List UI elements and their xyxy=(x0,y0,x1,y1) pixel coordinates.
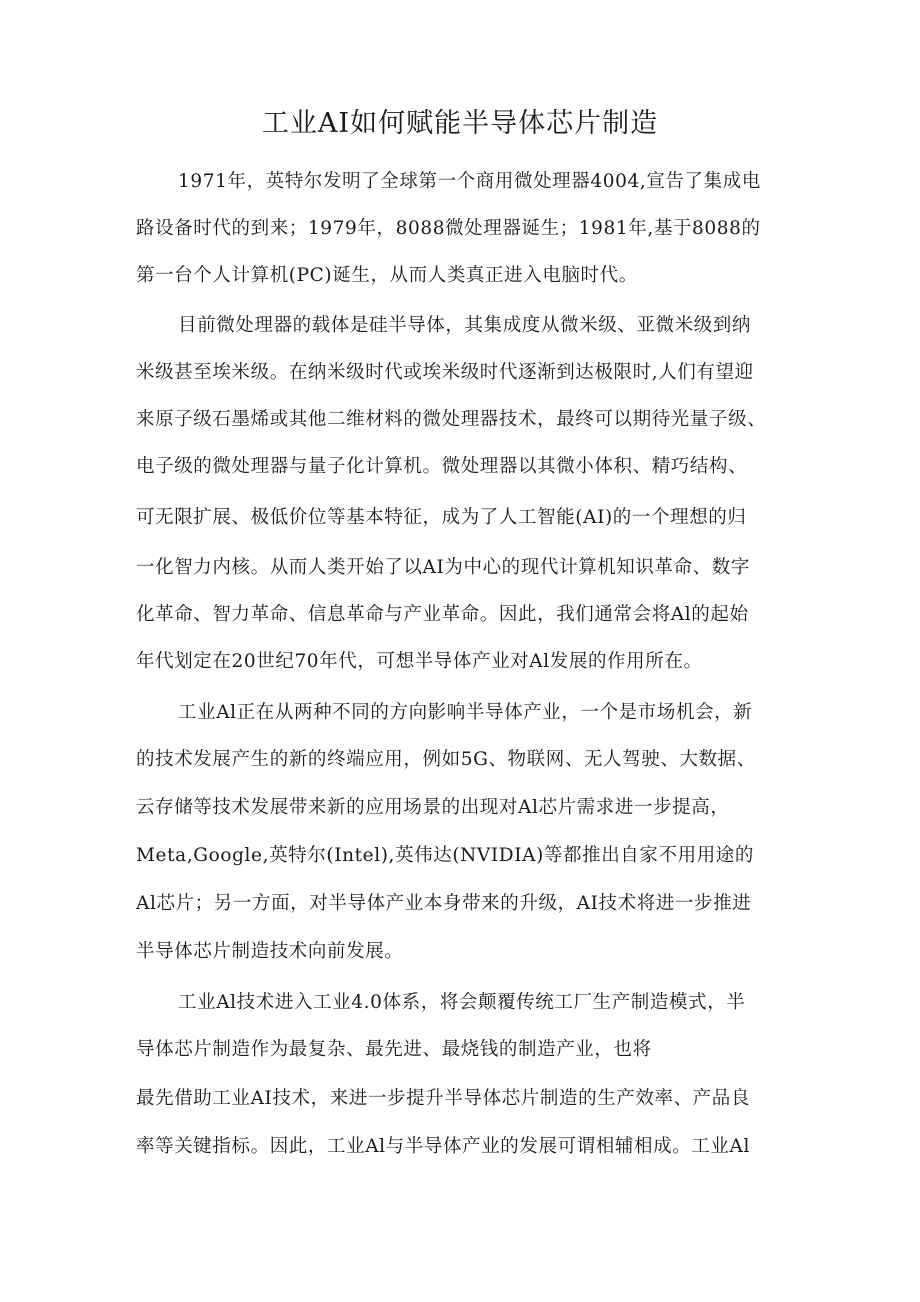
text-line: 第一台个人计算机(PC)诞生，从而人类真正进入电脑时代。 xyxy=(136,265,638,286)
text-line: 可无限扩展、极低价位等基本特征，成为了人工智能(AI)的一个理想的归 xyxy=(136,507,747,528)
text-line: 米级甚至埃米级。在纳米级时代或埃米级时代逐渐到达极限时,人们有望迎 xyxy=(136,362,754,383)
text-line: 工业Al正在从两种不同的方向影响半导体产业，一个是市场机会，新 xyxy=(178,702,753,723)
text-line: 电子级的微处理器与量子化计算机。微处理器以其微小体积、精巧结构、 xyxy=(136,456,748,477)
text-line: 半导体芯片制造技术向前发展。 xyxy=(136,941,404,962)
text-line: 导体芯片制造作为最复杂、最先进、最烧钱的制造产业，也将 xyxy=(136,1039,652,1060)
text-line: 率等关键指标。因此，工业Al与半导体产业的发展可谓相辅相成。工业Al xyxy=(136,1136,750,1157)
text-line: 的技术发展产生的新的终端应用，例如5G、物联网、无人驾驶、大数据、 xyxy=(136,749,756,770)
text-line: 一化智力内核。从而人类开始了以AI为中心的现代计算机知识革命、数字 xyxy=(136,557,750,578)
text-line: Al芯片；另一方面，对半导体产业本身带来的升级，AI技术将进一步推进 xyxy=(136,893,752,914)
document-title: 工业AI如何赋能半导体芯片制造 xyxy=(261,108,659,139)
text-line: 化革命、智力革命、信息革命与产业革命。因此，我们通常会将Al的起始 xyxy=(136,604,749,625)
text-line: 年代划定在20世纪70年代，可想半导体产业对Al发展的作用所在。 xyxy=(136,651,703,672)
text-line: 来原子级石墨烯或其他二维材料的微处理器技术，最终可以期待光量子级、 xyxy=(136,409,767,430)
text-line: 1971年，英特尔发明了全球第一个商用微处理器4004,宣告了集成电 xyxy=(178,171,761,192)
text-line: Meta,Google,英特尔(Intel),英伟达(NVIDIA)等都推出自家不用用途的 xyxy=(136,845,755,866)
text-line: 云存储等技术发展带来新的应用场景的出现对Al芯片需求进一步提高， xyxy=(136,797,730,818)
text-line: 工业Al技术进入工业4.0体系，将会颠覆传统工厂生产制造模式，半 xyxy=(178,992,746,1013)
text-line: 路设备时代的到来；1979年，8088微处理器诞生；1981年,基于8088的 xyxy=(136,218,761,239)
text-line: 最先借助工业AI技术，来进一步提升半导体芯片制造的生产效率、产品良 xyxy=(136,1088,750,1109)
text-line: 目前微处理器的载体是硅半导体，其集成度从微米级、亚微米级到纳 xyxy=(178,315,752,336)
